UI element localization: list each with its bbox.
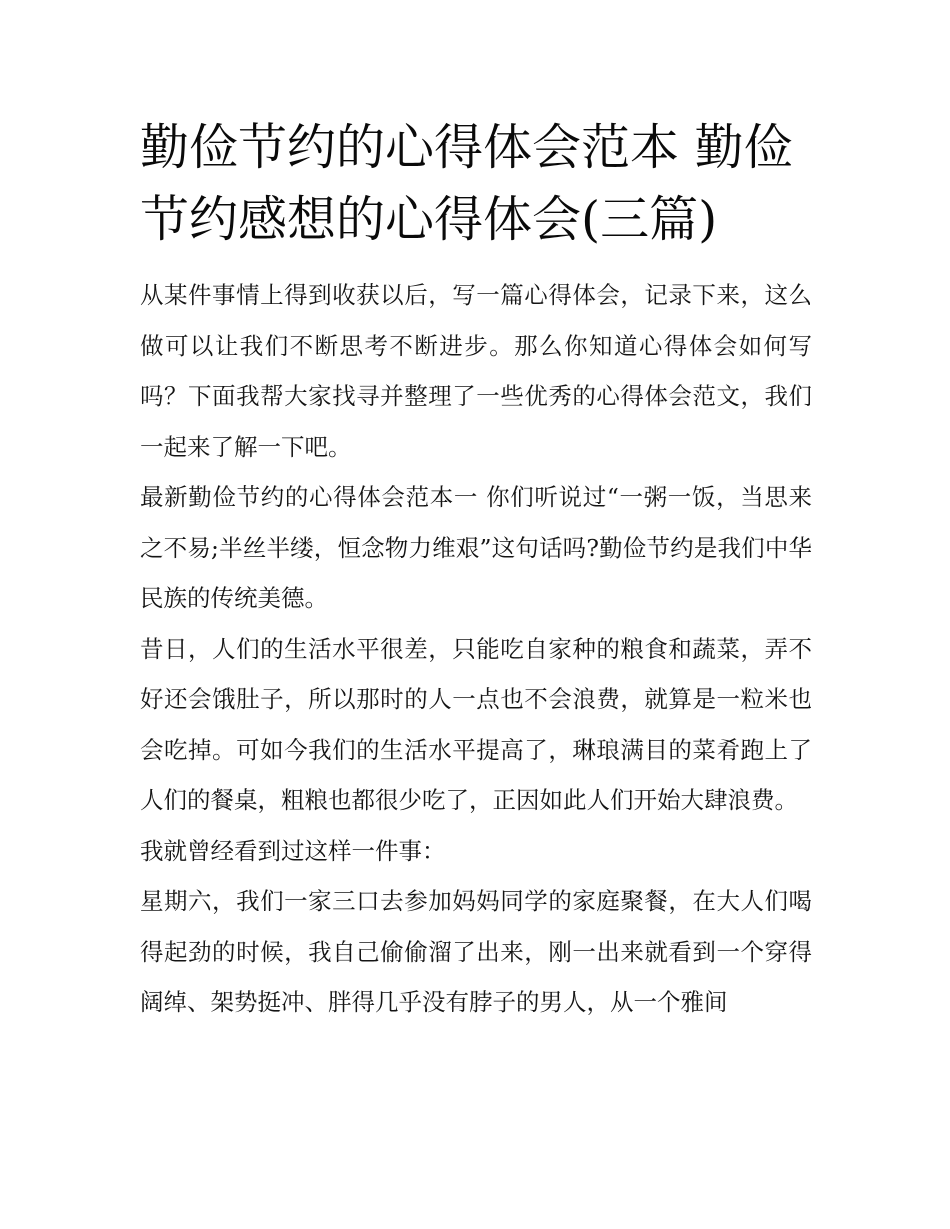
paragraph-witness: 我就曾经看到过这样一件事： [140,836,446,865]
paragraph-intro: 从某件事情上得到收获以后，写一篇心得体会，记录下来，这么做可以让我们不断思考不断进步。那么你知道心得体会如何写吗？下面我帮大家找寻并整理了一些优秀的心得体会范文，我们一起来了解一下吧。 [140,281,812,461]
document-body [140,112,812,1028]
paragraph-past-and-present: 昔日，人们的生活水平很差，只能吃自家种的粮食和蔬菜，弄不好还会饿肚子，所以那时的人一点也不会浪费，就算是一粒米也会吃掉。可如今我们的生活水平提高了，琳琅满目的菜肴跑上了人们的餐桌，粗粮也都很少吃了，正因如此人们开始大肆浪费。 [140,634,812,814]
paragraph-saturday-story: 星期六，我们一家三口去参加妈妈同学的家庭聚餐，在大人们喝得起劲的时候，我自己偷偷溜了出来，刚一出来就看到一个穿得阔绰、架势挺冲、胖得几乎没有脖子的男人，从一个雅间 [140,887,812,1016]
paragraph-sample-one: 最新勤俭节约的心得体会范本一 你们听说过“一粥一饭，当思来之不易;半丝半缕，恒念物力维艰”这句话吗?勤俭节约是我们中华民族的传统美德。 [140,483,812,612]
document-title: 勤俭节约的心得体会范本 勤俭节约感想的心得体会(三篇) [140,119,793,248]
